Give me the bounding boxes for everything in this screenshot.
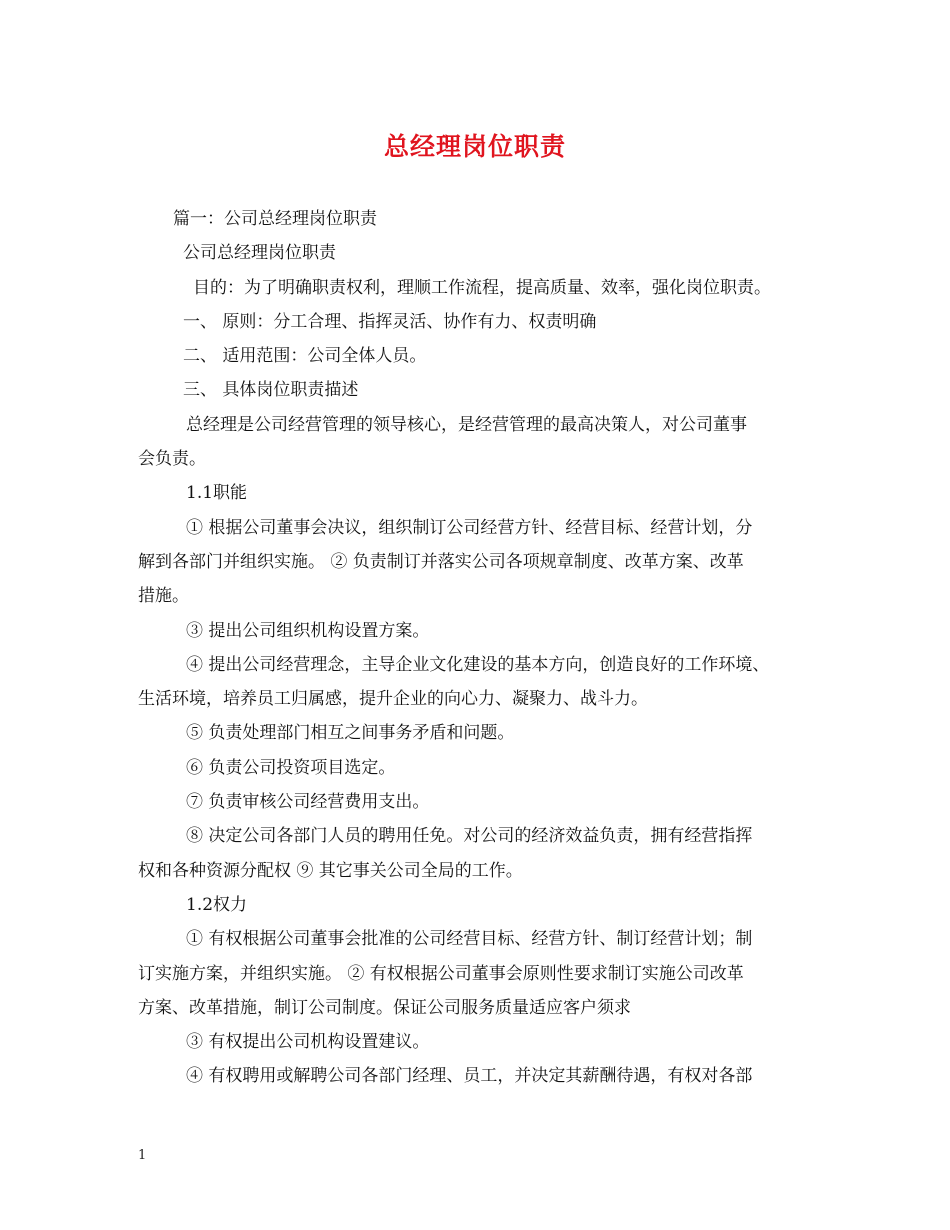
document-title: 总经理岗位职责 <box>383 132 566 161</box>
paragraph-line: 总经理是公司经营管理的领导核心，是经营管理的最高决策人，对公司董事 <box>186 414 747 435</box>
list-item: 二、 适用范围：公司全体人员。 <box>183 346 427 367</box>
subsection-heading: 1.1职能 <box>186 483 248 504</box>
paragraph-line: ① 根据公司董事会决议，组织制订公司经营方针、经营目标、经营计划，分 <box>186 517 753 538</box>
subsection-heading: 1.2权力 <box>186 894 248 915</box>
list-item: 三、 具体岗位职责描述 <box>183 380 359 401</box>
paragraph-line: ⑧ 决定公司各部门人员的聘用任免。对公司的经济效益负责，拥有经营指挥 <box>186 826 753 847</box>
paragraph-line: 权和各种资源分配权 ⑨ 其它事关公司全局的工作。 <box>138 860 523 881</box>
section-heading: 篇一：公司总经理岗位职责 <box>173 209 377 229</box>
paragraph-line: ⑥ 负责公司投资项目选定。 <box>186 757 396 778</box>
paragraph-line: 生活环境，培养员工归属感，提升企业的向心力、凝聚力、战斗力。 <box>138 689 648 710</box>
paragraph-line: ① 有权根据公司董事会批准的公司经营目标、经营方针、制订经营计划；制 <box>186 929 753 950</box>
paragraph-line: ④ 有权聘用或解聘公司各部门经理、员工，并决定其薪酬待遇，有权对各部 <box>186 1066 753 1087</box>
paragraph-line: ④ 提出公司经营理念，主导企业文化建设的基本方向，创造良好的工作环境、 <box>186 654 770 675</box>
page-number: 1 <box>138 1148 147 1163</box>
paragraph-line: ⑤ 负责处理部门相互之间事务矛盾和问题。 <box>186 723 515 744</box>
paragraph-line: 解到各部门并组织实施。 ② 负责制订并落实公司各项规章制度、改革方案、改革 <box>138 551 744 572</box>
paragraph-line: 措施。 <box>138 586 189 607</box>
list-item: 一、 原则：分工合理、指挥灵活、协作有力、权责明确 <box>183 311 597 332</box>
paragraph-line: 会负责。 <box>138 449 206 470</box>
paragraph-line: ⑦ 负责审核公司经营费用支出。 <box>186 792 430 813</box>
paragraph-line: 目的：为了明确职责权利，理顺工作流程，提高质量、效率，强化岗位职责。 <box>193 277 771 298</box>
paragraph-line: ③ 提出公司组织机构设置方案。 <box>186 620 430 641</box>
paragraph-line: 订实施方案，并组织实施。 ② 有权根据公司董事会原则性要求制订实施公司改革 <box>138 963 744 984</box>
paragraph-line: ③ 有权提出公司机构设置建议。 <box>186 1032 430 1053</box>
paragraph-line: 方案、改革措施，制订公司制度。保证公司服务质量适应客户须求 <box>138 997 631 1018</box>
subsection-heading: 公司总经理岗位职责 <box>183 243 336 264</box>
document-body <box>138 202 818 1094</box>
